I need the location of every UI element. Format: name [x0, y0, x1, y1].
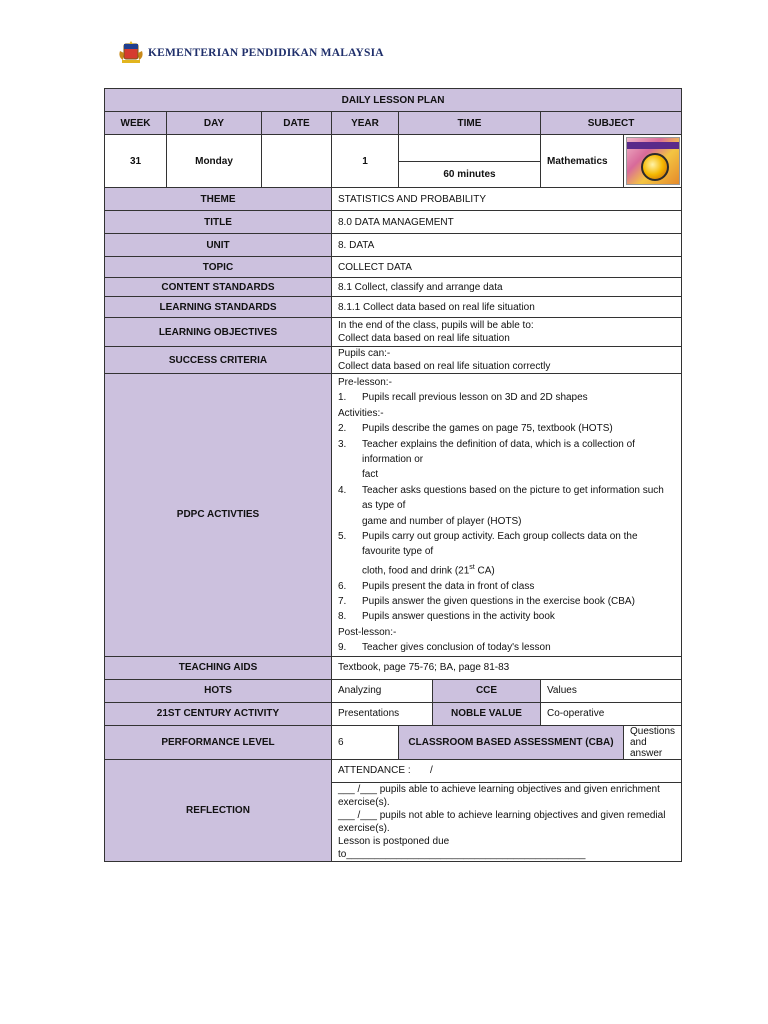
date-header: DATE: [262, 112, 332, 135]
day-value: Monday: [167, 135, 262, 188]
week-value: 31: [105, 135, 167, 188]
pdpc-label: PDPC ACTIVTIES: [105, 374, 332, 657]
learning-objectives-value: [332, 318, 682, 347]
century-activity-label: 21ST CENTURY ACTIVITY: [105, 702, 332, 725]
learning-standards-label: LEARNING STANDARDS: [105, 297, 332, 318]
ministry-name: KEMENTERIAN PENDIDIKAN MALAYSIA: [148, 47, 384, 59]
time-slot: [399, 135, 540, 162]
learning-objectives-line: Collect data based on real life situation: [338, 333, 510, 344]
activities-heading: Activities:-: [338, 407, 384, 419]
daily-lesson-plan-table: [104, 88, 682, 862]
list-item: 3. Teacher explains the definition of data, which is a collection of information or: [338, 438, 635, 466]
list-item-continued: fact: [362, 469, 379, 481]
plan-title: DAILY LESSON PLAN: [105, 89, 682, 112]
year-value: 1: [332, 135, 399, 188]
pdpc-activities: [332, 374, 682, 657]
success-criteria-value: [332, 347, 682, 374]
title-value: 8.0 DATA MANAGEMENT: [332, 211, 682, 234]
list-item: 5. Pupils carry out group activity. Each group collects data on the favourite type of: [338, 531, 638, 558]
cce-label: CCE: [433, 679, 541, 702]
learning-standards-value: 8.1.1 Collect data based on real life situation: [332, 297, 682, 318]
list-item: 2. Pupils describe the games on page 75, textbook (HOTS): [338, 423, 613, 435]
list-item-continued: cloth, food and drink (21st CA): [362, 563, 495, 577]
textbook-cover-cell: [624, 135, 682, 188]
theme-label: THEME: [105, 188, 332, 211]
activity-list: [338, 375, 675, 656]
reflection-notes: [332, 782, 682, 861]
content-standards-value: 8.1 Collect, classify and arrange data: [332, 278, 682, 297]
noble-value-label: NOBLE VALUE: [433, 702, 541, 725]
teaching-aids-label: TEACHING AIDS: [105, 656, 332, 679]
time-header: TIME: [399, 112, 541, 135]
textbook-cover-icon: [626, 137, 680, 185]
time-cell: [399, 135, 541, 188]
attendance-field: ATTENDANCE : /: [332, 759, 682, 782]
list-item: 6. Pupils present the data in front of class: [338, 580, 535, 592]
list-item: 9. Teacher gives conclusion of today's lesson: [338, 642, 551, 654]
reflection-line: ___ /___ pupils not able to achieve learning objectives and given remedial exercise(s).: [338, 809, 666, 834]
unit-label: UNIT: [105, 234, 332, 257]
learning-objectives-label: LEARNING OBJECTIVES: [105, 318, 332, 347]
success-criteria-line: Pupils can:-: [338, 348, 391, 359]
week-header: WEEK: [105, 112, 167, 135]
year-header: YEAR: [332, 112, 399, 135]
list-item: 4. Teacher asks questions based on the picture to get information such as type of: [338, 484, 664, 512]
hots-value: Analyzing: [332, 679, 433, 702]
performance-level-value: 6: [332, 725, 399, 759]
time-value: 60 minutes: [443, 168, 496, 180]
century-activity-value: Presentations: [332, 702, 433, 725]
learning-objectives-line: In the end of the class, pupils will be able to:: [338, 320, 534, 331]
cce-value: Values: [541, 679, 682, 702]
pre-lesson-heading: Pre-lesson:-: [338, 377, 392, 388]
list-item: 8. Pupils answer questions in the activity book: [338, 611, 555, 623]
post-lesson-heading: Post-lesson:-: [338, 626, 397, 638]
hots-label: HOTS: [105, 679, 332, 702]
content-standards-label: CONTENT STANDARDS: [105, 278, 332, 297]
ministry-header: [118, 41, 384, 65]
title-label: TITLE: [105, 211, 332, 234]
topic-label: TOPIC: [105, 257, 332, 278]
success-criteria-line: Collect data based on real life situation correctly: [338, 361, 551, 372]
cba-value: Questions and answer: [624, 725, 682, 759]
reflection-line: Lesson is postponed due to___________________________________________: [338, 835, 586, 860]
cba-label: CLASSROOM BASED ASSESSMENT (CBA): [399, 725, 624, 759]
noble-value-value: Co-operative: [541, 702, 682, 725]
theme-value: STATISTICS AND PROBABILITY: [332, 188, 682, 211]
subject-value: Mathematics: [541, 135, 624, 188]
day-header: DAY: [167, 112, 262, 135]
topic-value: COLLECT DATA: [332, 257, 682, 278]
unit-value: 8. DATA: [332, 234, 682, 257]
performance-level-label: PERFORMANCE LEVEL: [105, 725, 332, 759]
list-item: 7. Pupils answer the given questions in the exercise book (CBA): [338, 596, 635, 608]
subject-header: SUBJECT: [541, 112, 682, 135]
teaching-aids-value: Textbook, page 75-76; BA, page 81-83: [332, 656, 682, 679]
reflection-line: ___ /___ pupils able to achieve learning objectives and given enrichment exercise(s).: [338, 783, 660, 808]
reflection-label: REFLECTION: [105, 759, 332, 861]
list-item-continued: game and number of player (HOTS): [362, 515, 522, 527]
list-item: 1. Pupils recall previous lesson on 3D and 2D shapes: [338, 392, 588, 404]
malaysia-coat-of-arms-icon: [118, 41, 144, 65]
date-value: [262, 135, 332, 188]
success-criteria-label: SUCCESS CRITERIA: [105, 347, 332, 374]
